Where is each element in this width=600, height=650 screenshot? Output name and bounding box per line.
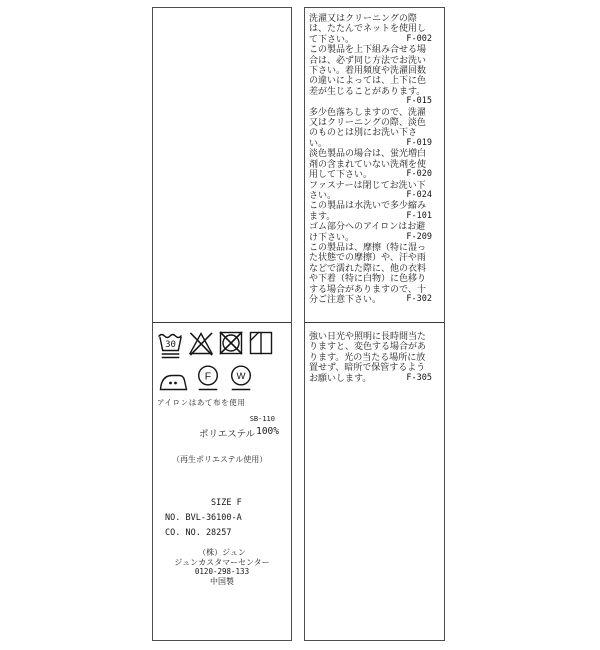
care-instruction: 多少色落ちしますので、洗濯又はクリーニングの際、淡色のものとは別にお洗い下さい。 F-019: [309, 106, 432, 148]
instruction-code: F-020: [406, 169, 432, 180]
care-instruction: この製品を上下組み合せる場合は、必ず同じ方法でお洗い下さい。着用頻度や洗濯回数の違いによっては、上下に色差が生じることがあります。 F-015: [309, 44, 432, 107]
company-name: （株）ジュン: [198, 548, 246, 557]
left-panel-blank-area: [153, 8, 291, 323]
co-number: CO. NO. 28257: [165, 528, 232, 538]
care-instruction: この製品は水洗いで多少縮みます。 F-101: [309, 200, 432, 221]
phone-number: 0120-298-133: [194, 567, 250, 576]
instruction-code: F-209: [406, 231, 432, 242]
composition-note: （再生ポリエステル使用）: [172, 455, 268, 464]
instruction-code: F-019: [406, 137, 432, 148]
svg-text:F: F: [204, 370, 212, 383]
product-id-block: [153, 496, 291, 541]
quality-code: SB-110: [249, 415, 275, 423]
storage-note: 強い日光や照明に長時間当たりますと、変色する場合があります。光の当たる場所に放置せず、暗所で保管するようお願いします。 F-305: [309, 331, 432, 383]
instruction-code: F-302: [406, 293, 432, 304]
care-instruction: 洗濯又はクリーニングの際は、たたんでネットを使用して下さい。 F-002: [309, 13, 432, 44]
fabric-composition: [157, 426, 291, 440]
item-number: NO. BVL-36100-A: [165, 513, 242, 523]
instruction-code: F-015: [406, 96, 432, 107]
size-label: SIZE F: [211, 498, 242, 508]
svg-text:30: 30: [165, 340, 176, 350]
care-instructions-section: [305, 8, 444, 323]
svg-text:W: W: [236, 371, 246, 382]
material-name: ポリエステル: [199, 429, 256, 440]
iron-medium-with-cloth-icon: [158, 370, 188, 392]
material-percent: 100%: [256, 426, 279, 437]
no-bleach-icon: [188, 330, 214, 356]
iron-note: アイロンはあて布を使用: [157, 398, 246, 407]
shade-hang-dry-icon: [248, 330, 274, 356]
customer-center: ジュンカスタマーセンター: [174, 557, 270, 567]
instruction-code: F-305: [406, 372, 432, 383]
instruction-code: F-002: [406, 33, 432, 44]
professional-dry-clean-gentle-icon: [195, 365, 221, 392]
care-instruction: 淡色製品の場合は、蛍光増白剤の含まれていない洗剤を使用して下さい。 F-020: [309, 148, 432, 180]
care-instruction: ファスナーは閉じてお洗い下さい。 F-024: [309, 179, 432, 200]
instruction-code: F-024: [406, 189, 432, 200]
no-tumble-dry-icon: [218, 330, 244, 356]
instruction-code: F-101: [406, 210, 432, 221]
professional-wet-clean-gentle-icon: [228, 365, 254, 392]
care-label-right-panel: [304, 7, 445, 641]
care-symbols-section: [153, 323, 291, 465]
country-of-origin: 中国製: [210, 576, 234, 586]
company-block: [153, 548, 291, 586]
wash-30-very-gentle-icon: [157, 330, 184, 360]
storage-note-section: [305, 323, 444, 383]
care-label-left-panel: [152, 7, 292, 641]
care-instruction: この製品は、摩擦（特に湿った状態での摩擦）や、汗や雨などで濡れた際に、他の衣料や下着（特に白物）に色移りする場合がありますので、十分ご注意下さい。 F-302: [309, 241, 432, 304]
care-instruction: ゴム部分へのアイロンはお避け下さい。 F-209: [309, 221, 432, 242]
